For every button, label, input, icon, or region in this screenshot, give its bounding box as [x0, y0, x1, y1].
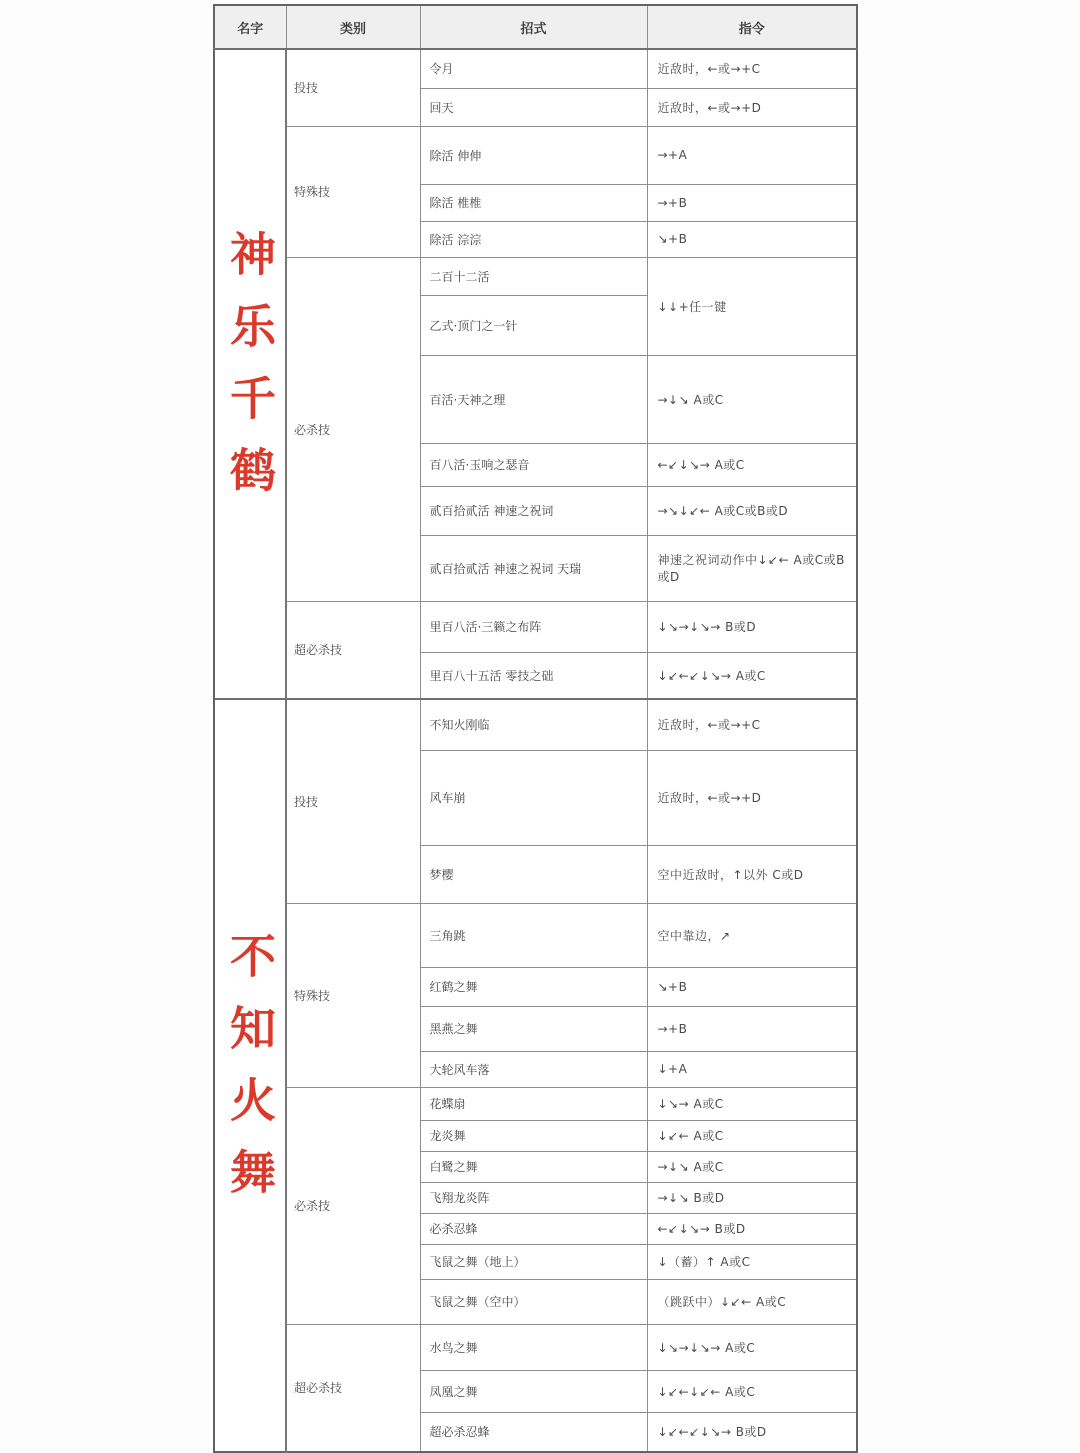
col-header-category: 类别 — [286, 5, 420, 49]
move-name-cell: 飞鼠之舞（空中） — [420, 1279, 647, 1324]
move-name-cell: 不知火刚临 — [420, 699, 647, 750]
character-name-cell — [214, 49, 286, 699]
col-header-move: 招式 — [420, 5, 647, 49]
col-header-command: 指令 — [647, 5, 857, 49]
move-name-cell: 红鹤之舞 — [420, 967, 647, 1006]
category-cell: 投技 — [286, 49, 420, 126]
category-cell: 必杀技 — [286, 1087, 420, 1324]
move-name-cell: 三角跳 — [420, 903, 647, 967]
command-cell: →+A — [647, 126, 857, 184]
command-cell: 近敌时，←或→+C — [647, 49, 857, 88]
command-cell: ↓+A — [647, 1051, 857, 1087]
command-cell: 神速之祝词动作中↓↙← A或C或B或D — [647, 535, 857, 601]
move-name-cell: 里百八十五活 零技之础 — [420, 652, 647, 699]
table-body — [214, 49, 857, 1452]
move-name-cell: 大轮风车落 — [420, 1051, 647, 1087]
move-name-cell: 回天 — [420, 88, 647, 126]
command-cell: ↓↓+任一键 — [647, 257, 857, 355]
table-header — [214, 5, 857, 49]
move-name-cell: 黑燕之舞 — [420, 1006, 647, 1051]
move-name-cell: 百八活·玉响之瑟音 — [420, 443, 647, 486]
character-name: 神乐千鹤 — [223, 230, 277, 518]
command-cell: ↓↘→ A或C — [647, 1087, 857, 1120]
command-cell: →+B — [647, 184, 857, 221]
move-name-cell: 百活·天神之理 — [420, 355, 647, 443]
move-name-cell: 除活 椎椎 — [420, 184, 647, 221]
command-cell: ↘+B — [647, 221, 857, 257]
move-name-cell: 水鸟之舞 — [420, 1324, 647, 1370]
move-name-cell: 除活 伸伸 — [420, 126, 647, 184]
move-name-cell: 超必杀忍蜂 — [420, 1412, 647, 1452]
move-name-cell: 白鹭之舞 — [420, 1151, 647, 1182]
command-cell: ↓（蓄）↑ A或C — [647, 1244, 857, 1279]
move-name-cell: 里百八活·三籁之布阵 — [420, 601, 647, 652]
move-name-cell: 二百十二活 — [420, 257, 647, 295]
move-name-cell: 花蝶扇 — [420, 1087, 647, 1120]
command-cell: →↓↘ B或D — [647, 1182, 857, 1213]
move-name-cell: 必杀忍蜂 — [420, 1213, 647, 1244]
col-header-name: 名字 — [214, 5, 286, 49]
move-name-cell: 飞鼠之舞（地上） — [420, 1244, 647, 1279]
move-name-cell: 梦樱 — [420, 845, 647, 903]
move-name-cell: 凤凰之舞 — [420, 1370, 647, 1412]
move-table — [213, 4, 858, 1453]
command-cell: （跳跃中）↓↙← A或C — [647, 1279, 857, 1324]
category-cell: 特殊技 — [286, 903, 420, 1087]
category-cell: 特殊技 — [286, 126, 420, 257]
category-cell: 超必杀技 — [286, 601, 420, 699]
move-name-cell: 风车崩 — [420, 750, 647, 845]
character-name-cell — [214, 699, 286, 1452]
move-name-cell: 贰百拾贰活 神速之祝词 天瑞 — [420, 535, 647, 601]
command-cell: ↘+B — [647, 967, 857, 1006]
command-cell: ↓↙← A或C — [647, 1120, 857, 1151]
command-cell: 空中近敌时，↑以外 C或D — [647, 845, 857, 903]
command-cell: ←↙↓↘→ B或D — [647, 1213, 857, 1244]
command-cell: →↓↘ A或C — [647, 355, 857, 443]
category-cell: 必杀技 — [286, 257, 420, 601]
character-name: 不知火舞 — [223, 931, 277, 1220]
command-cell: 近敌时，←或→+D — [647, 88, 857, 126]
category-cell: 投技 — [286, 699, 420, 903]
command-cell: ↓↘→↓↘→ A或C — [647, 1324, 857, 1370]
command-cell: →↘↓↙← A或C或B或D — [647, 486, 857, 535]
command-cell: 近敌时，←或→+C — [647, 699, 857, 750]
command-cell: 空中靠边，↗ — [647, 903, 857, 967]
move-name-cell: 龙炎舞 — [420, 1120, 647, 1151]
command-cell: ↓↘→↓↘→ B或D — [647, 601, 857, 652]
command-cell: ↓↙←↙↓↘→ A或C — [647, 652, 857, 699]
command-cell: ↓↙←↙↓↘→ B或D — [647, 1412, 857, 1452]
move-name-cell: 令月 — [420, 49, 647, 88]
move-name-cell: 贰百拾贰活 神速之祝词 — [420, 486, 647, 535]
command-cell: 近敌时，←或→+D — [647, 750, 857, 845]
category-cell: 超必杀技 — [286, 1324, 420, 1452]
move-name-cell: 乙式·顶门之一针 — [420, 295, 647, 355]
move-name-cell: 飞翔龙炎阵 — [420, 1182, 647, 1213]
move-name-cell: 除活 淙淙 — [420, 221, 647, 257]
command-cell: ↓↙←↓↙← A或C — [647, 1370, 857, 1412]
command-cell: ←↙↓↘→ A或C — [647, 443, 857, 486]
command-cell: →+B — [647, 1006, 857, 1051]
command-cell: →↓↘ A或C — [647, 1151, 857, 1182]
